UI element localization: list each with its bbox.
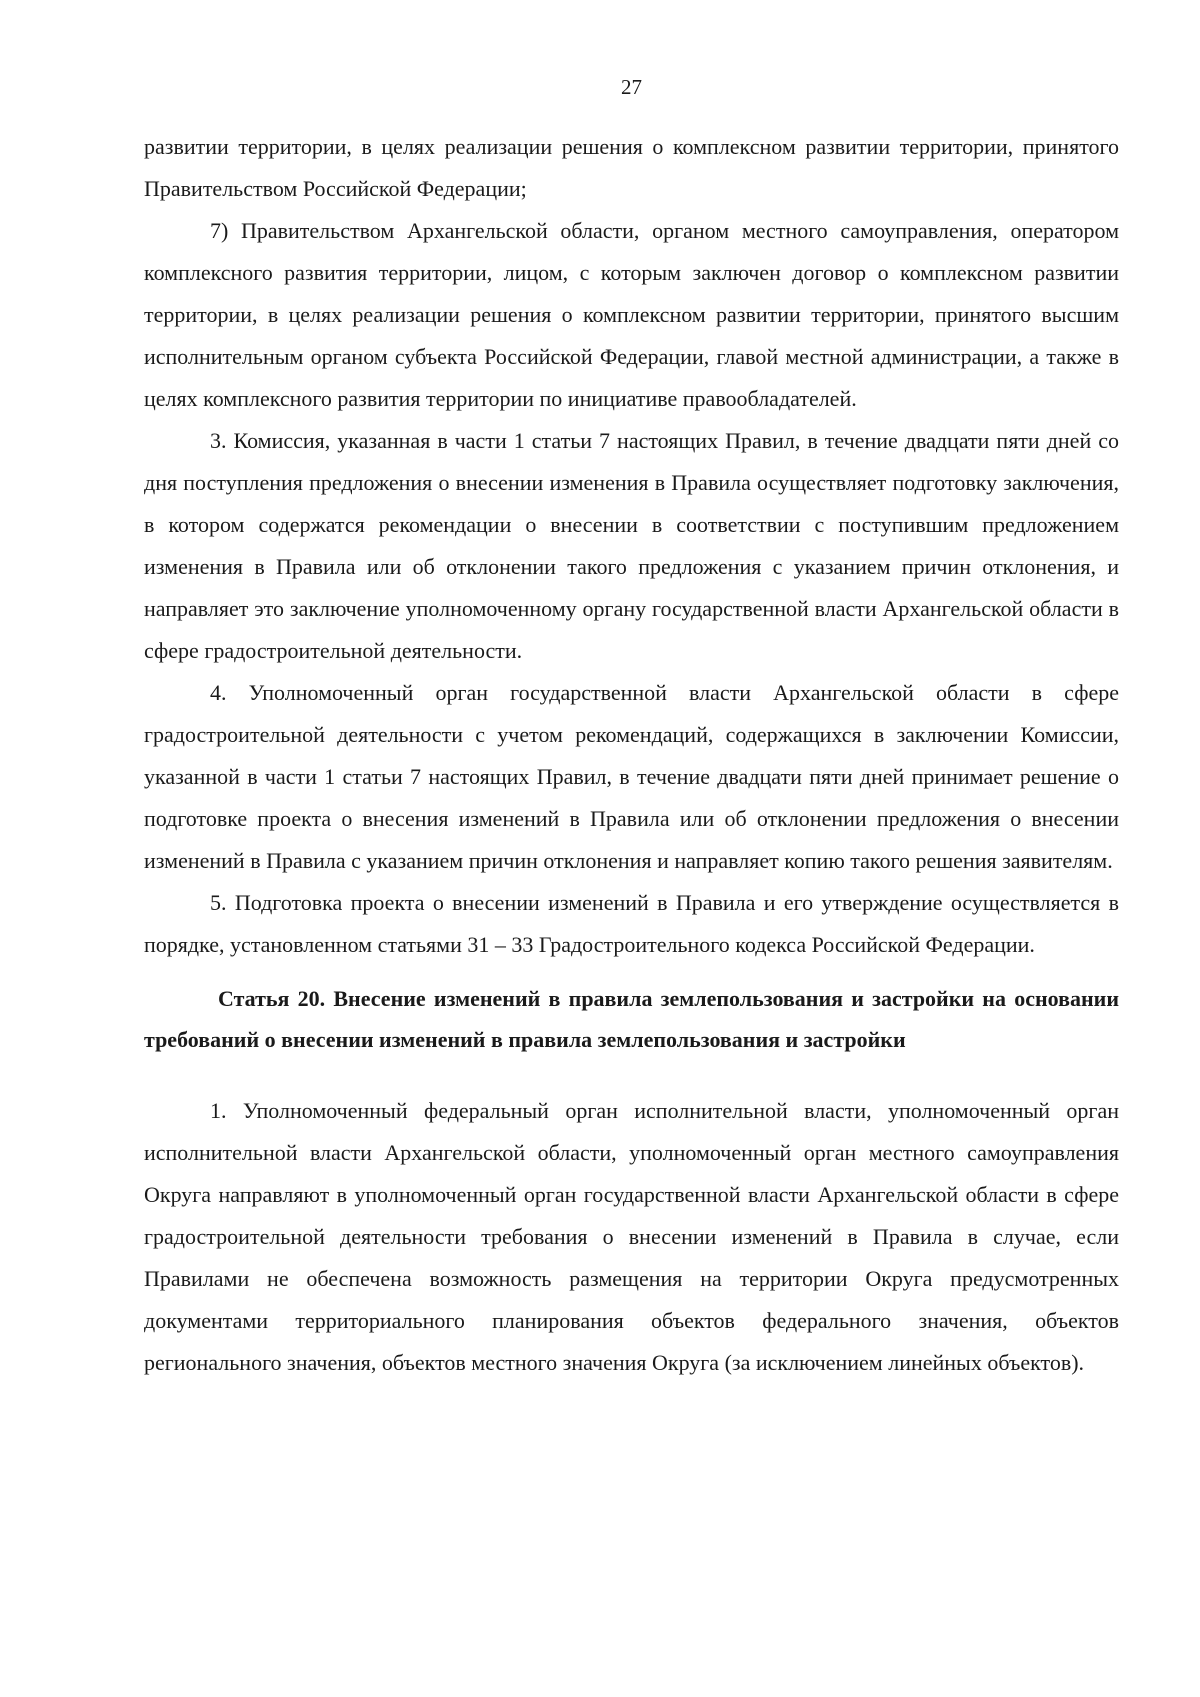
paragraph-article-20-part-1: 1. Уполномоченный федеральный орган исполнительной власти, уполномоченный орган исполнительной власти Архангельской области, уполномоченный орган местного самоуправления Округа направляют в уполномоченный орган государственной власти Архангельской области в сфере градостроительной деятельности требования о внесении изменений в Правила в случае, если Правилами не обеспечена возможность размещения на территории Округа предусмотренных документами территориального планирования объектов федерального значения, объектов регионального значения, объектов местного значения Округа (за исключением линейных объектов). (144, 1098, 1119, 1375)
paragraph-part-4: 4. Уполномоченный орган государственной власти Архангельской области в сфере градостроительной деятельности с учетом рекомендаций, содержащихся в заключении Комиссии, указанной в части 1 статьи 7 настоящих Правил, в течение двадцати пяти дней принимает решение о подготовке проекта о внесения изменений в Правила или об отклонении предложения о внесении изменений в Правила с указанием причин отклонения и направляет копию такого решения заявителям. (144, 680, 1119, 873)
paragraph-item-7: 7) Правительством Архангельской области, органом местного самоуправления, оператором комплексного развития территории, лицом, с которым заключен договор о комплексном развитии территории, в целях реализации решения о комплексном развитии территории, принятого высшим исполнительным органом субъекта Российской Федерации, главой местной администрации, а также в целях комплексного развития территории по инициативе правообладателей. (144, 218, 1119, 411)
paragraph-part-3: 3. Комиссия, указанная в части 1 статьи 7 настоящих Правил, в течение двадцати пяти дней со дня поступления предложения о внесении изменения в Правила осуществляет подготовку заключения, в котором содержатся рекомендации о внесении в соответствии с поступившим предложением изменения в Правила или об отклонении такого предложения с указанием причин отклонения, и направляет это заключение уполномоченному органу государственной власти Архангельской области в сфере градостроительной деятельности. (144, 428, 1119, 663)
page-number: 27 (621, 75, 642, 99)
paragraph-part-5: 5. Подготовка проекта о внесении изменений в Правила и его утверждение осуществляется в порядке, установленном статьями 31 – 33 Градостроительного кодекса Российской Федерации. (144, 890, 1119, 957)
document-page (144, 0, 1119, 1697)
article-heading: Статья 20. Внесение изменений в правила землепользования и застройки на основании требований о внесении изменений в правила землепользования и застройки (144, 986, 1119, 1052)
document-body (144, 126, 1119, 1384)
paragraph-continuation: развитии территории, в целях реализации решения о комплексном развитии территории, принятого Правительством Российской Федерации; (144, 134, 1119, 201)
